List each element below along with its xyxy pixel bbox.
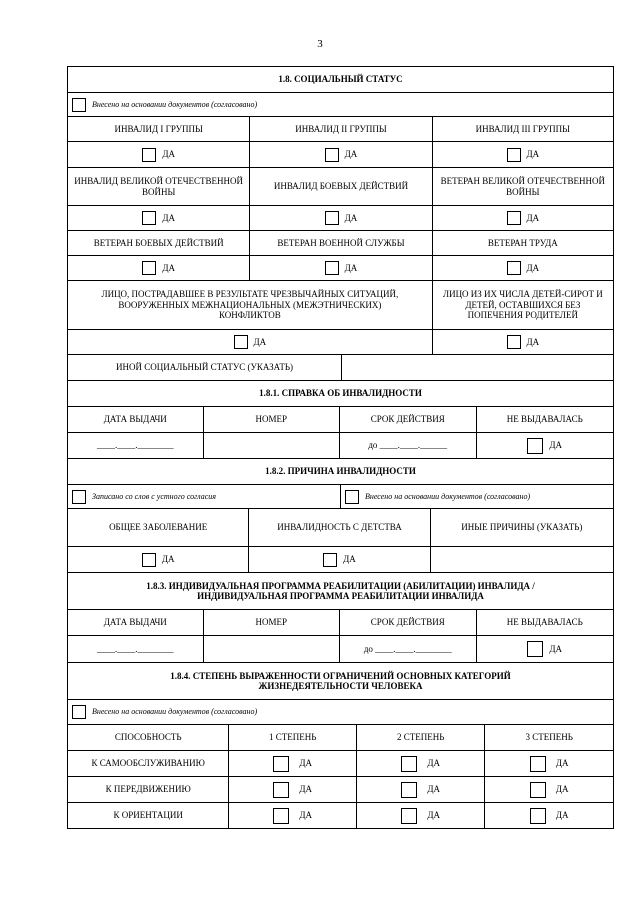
program-values (67, 636, 614, 663)
status-label: ИНВАЛИД II ГРУППЫ (250, 117, 432, 141)
degree-checkbox[interactable] (530, 756, 546, 772)
degree-checkbox[interactable] (273, 782, 289, 798)
degree-checkbox[interactable] (401, 808, 417, 824)
yes-label: ДА (555, 784, 569, 795)
yes-label: ДА (161, 554, 175, 565)
yes-label: ДА (427, 810, 441, 821)
yes-label: ДА (343, 554, 356, 565)
status-label: ИНВАЛИД III ГРУППЫ (475, 123, 570, 134)
col-header: НОМЕР (204, 610, 341, 635)
validity-field[interactable]: до ____.____.________ (340, 636, 477, 662)
col-header: 2 СТЕПЕНЬ (357, 725, 486, 750)
section-183-header (67, 573, 614, 610)
yes-label: ДА (526, 336, 540, 347)
other-status-label: ИНОЙ СОЦИАЛЬНЫЙ СТАТУС (УКАЗАТЬ) (68, 355, 342, 380)
yes-label: ДА (299, 810, 312, 821)
section-18-header (67, 66, 614, 93)
cause-yes (67, 547, 614, 573)
col-header: ДАТА ВЫДАЧИ (68, 610, 204, 635)
program-cols (67, 610, 614, 636)
issue-date-field[interactable]: ____.____.________ (68, 636, 204, 662)
yes-label: ДА (253, 336, 267, 347)
yes-checkbox[interactable] (325, 148, 339, 162)
ability-label: К САМООБСЛУЖИВАНИЮ (68, 751, 229, 776)
col-header: НОМЕР (204, 407, 341, 432)
yes-checkbox[interactable] (507, 148, 521, 162)
col-header: ДАТА ВЫДАЧИ (68, 407, 204, 432)
yes-checkbox[interactable] (234, 335, 248, 349)
status-label: ИНВАЛИД I ГРУППЫ (68, 117, 250, 141)
number-field[interactable] (204, 433, 341, 458)
yes-label: ДА (549, 643, 563, 654)
col-header: СРОК ДЕЙСТВИЯ (340, 407, 477, 432)
limits-basis-row (67, 700, 614, 725)
yes-label: ДА (162, 212, 175, 223)
degree-checkbox[interactable] (530, 808, 546, 824)
other-status-field[interactable] (342, 355, 613, 380)
yes-checkbox[interactable] (142, 148, 156, 162)
yes-checkbox[interactable] (507, 211, 521, 225)
entered-basis-checkbox[interactable] (72, 705, 86, 719)
section-title: 1.8.2. ПРИЧИНА ИНВАЛИДНОСТИ (265, 466, 416, 477)
status-row-1 (67, 117, 614, 142)
cause-label: ОБЩЕЕ ЗАБОЛЕВАНИЕ (68, 509, 249, 546)
section-title: 1.8.4. СТЕПЕНЬ ВЫРАЖЕННОСТИ ОГРАНИЧЕНИЙ ОСНОВНЫХ КАТЕГОРИЙ ЖИЗНЕДЕЯТЕЛЬНОСТИ ЧЕЛОВЕКА (170, 670, 511, 691)
certificate-values (67, 433, 614, 459)
other-cause-field[interactable] (431, 547, 613, 572)
cause-label: ИНЫЕ ПРИЧИНЫ (УКАЗАТЬ) (461, 522, 583, 533)
status-label: ЛИЦО, ПОСТРАДАВШЕЕ В РЕЗУЛЬТАТЕ ЧРЕЗВЫЧАЙНЫХ СИТУАЦИЙ, ВООРУЖЕННЫХ МЕЖНАЦИОНАЛЬНЫХ (МЕЖЭТНИЧЕСКИХ) КОНФЛИКТОВ (68, 281, 433, 329)
status-row-1-yes (67, 142, 614, 168)
ability-label: К ОРИЕНТАЦИИ (68, 803, 229, 828)
status-label: ИНВАЛИД БОЕВЫХ ДЕЙСТВИЙ (250, 168, 432, 205)
yes-checkbox[interactable] (507, 335, 521, 349)
status-row-2 (67, 168, 614, 206)
cause-basis-row (67, 485, 614, 509)
yes-checkbox[interactable] (142, 211, 156, 225)
col-header: 1 СТЕПЕНЬ (229, 725, 357, 750)
yes-checkbox[interactable] (325, 211, 339, 225)
other-status-row (67, 355, 614, 381)
certificate-cols (67, 407, 614, 433)
status-label: ВЕТЕРАН ВОЕННОЙ СЛУЖБЫ (250, 231, 432, 255)
yes-label: ДА (427, 784, 441, 795)
docs-basis-checkbox[interactable] (345, 490, 359, 504)
yes-label: ДА (162, 149, 175, 160)
yes-label: ДА (344, 149, 358, 160)
yes-checkbox[interactable] (507, 261, 521, 275)
status-label: ВЕТЕРАН ВЕЛИКОЙ ОТЕЧЕСТВЕННОЙ ВОЙНЫ (440, 176, 606, 197)
number-field[interactable] (204, 636, 341, 662)
issue-date-field[interactable]: ____.____.________ (68, 433, 204, 458)
yes-label: ДА (526, 262, 540, 273)
social-status-form (67, 66, 614, 829)
status-row-4 (67, 281, 614, 330)
degree-checkbox[interactable] (401, 756, 417, 772)
section-182-header (67, 459, 614, 485)
limits-cols (67, 725, 614, 751)
col-header: СРОК ДЕЙСТВИЯ (340, 610, 477, 635)
section-title: 1.8.1. СПРАВКА ОБ ИНВАЛИДНОСТИ (259, 388, 422, 399)
status-row-4-yes (67, 330, 614, 355)
oral-consent-label: Записано со слов с устного согласия (92, 491, 216, 501)
status-label: ВЕТЕРАН ТРУДА (487, 237, 558, 248)
status-row-2-yes (67, 206, 614, 231)
col-header: НЕ ВЫДАВАЛАСЬ (506, 414, 583, 425)
yes-label: ДА (162, 262, 175, 273)
yes-checkbox[interactable] (323, 553, 337, 567)
col-header: 3 СТЕПЕНЬ (525, 732, 573, 743)
status-label: ВЕТЕРАН БОЕВЫХ ДЕЙСТВИЙ (68, 231, 250, 255)
status-row-3-yes (67, 256, 614, 281)
yes-label: ДА (555, 810, 569, 821)
limits-row (67, 777, 614, 803)
not-issued-checkbox[interactable] (527, 438, 543, 454)
status-label: ЛИЦО ИЗ ИХ ЧИСЛА ДЕТЕЙ-СИРОТ И ДЕТЕЙ, ОСТАВШИХСЯ БЕЗ ПОПЕЧЕНИЯ РОДИТЕЛЕЙ (443, 289, 603, 321)
limits-row (67, 751, 614, 777)
limits-row (67, 803, 614, 829)
not-issued-checkbox[interactable] (527, 641, 543, 657)
degree-checkbox[interactable] (530, 782, 546, 798)
docs-basis-label: Внесено на основании документов (согласовано) (365, 491, 531, 501)
ability-label: К ПЕРЕДВИЖЕНИЮ (68, 777, 229, 802)
degree-checkbox[interactable] (273, 756, 289, 772)
cause-label: ИНВАЛИДНОСТЬ С ДЕТСТВА (249, 509, 430, 546)
col-header: СПОСОБНОСТЬ (68, 725, 229, 750)
section-181-header (67, 381, 614, 407)
yes-label: ДА (555, 758, 569, 769)
degree-checkbox[interactable] (401, 782, 417, 798)
cause-cols (67, 509, 614, 547)
yes-label: ДА (526, 212, 540, 223)
yes-label: ДА (526, 149, 540, 160)
degree-checkbox[interactable] (273, 808, 289, 824)
status-row-3 (67, 231, 614, 256)
page-number: 3 (317, 38, 323, 50)
yes-checkbox[interactable] (142, 261, 156, 275)
entered-basis-label: Внесено на основании документов (согласовано) (92, 99, 258, 109)
yes-checkbox[interactable] (325, 261, 339, 275)
oral-consent-checkbox[interactable] (72, 490, 86, 504)
yes-checkbox[interactable] (142, 553, 156, 567)
yes-label: ДА (549, 440, 563, 451)
yes-label: ДА (299, 758, 312, 769)
yes-label: ДА (427, 758, 441, 769)
section-title: 1.8.3. ИНДИВИДУАЛЬНАЯ ПРОГРАММА РЕАБИЛИТАЦИИ (АБИЛИТАЦИИ) ИНВАЛИДА / ИНДИВИДУАЛЬНАЯ ПРОГРАММА РЕАБИЛИТАЦИИ ИНВАЛИДА (146, 580, 535, 601)
entered-basis-checkbox[interactable] (72, 98, 86, 112)
status-label: ИНВАЛИД ВЕЛИКОЙ ОТЕЧЕСТВЕННОЙ ВОЙНЫ (68, 168, 250, 205)
yes-label: ДА (344, 262, 358, 273)
validity-field[interactable]: до ____.____.______ (340, 433, 477, 458)
section-184-header (67, 663, 614, 700)
entered-basis-label: Внесено на основании документов (согласовано) (92, 707, 258, 717)
yes-label: ДА (299, 784, 312, 795)
col-header: НЕ ВЫДАВАЛАСЬ (506, 617, 583, 628)
entered-basis-row (67, 93, 614, 117)
yes-label: ДА (344, 212, 358, 223)
section-title: 1.8. СОЦИАЛЬНЫЙ СТАТУС (278, 74, 403, 85)
